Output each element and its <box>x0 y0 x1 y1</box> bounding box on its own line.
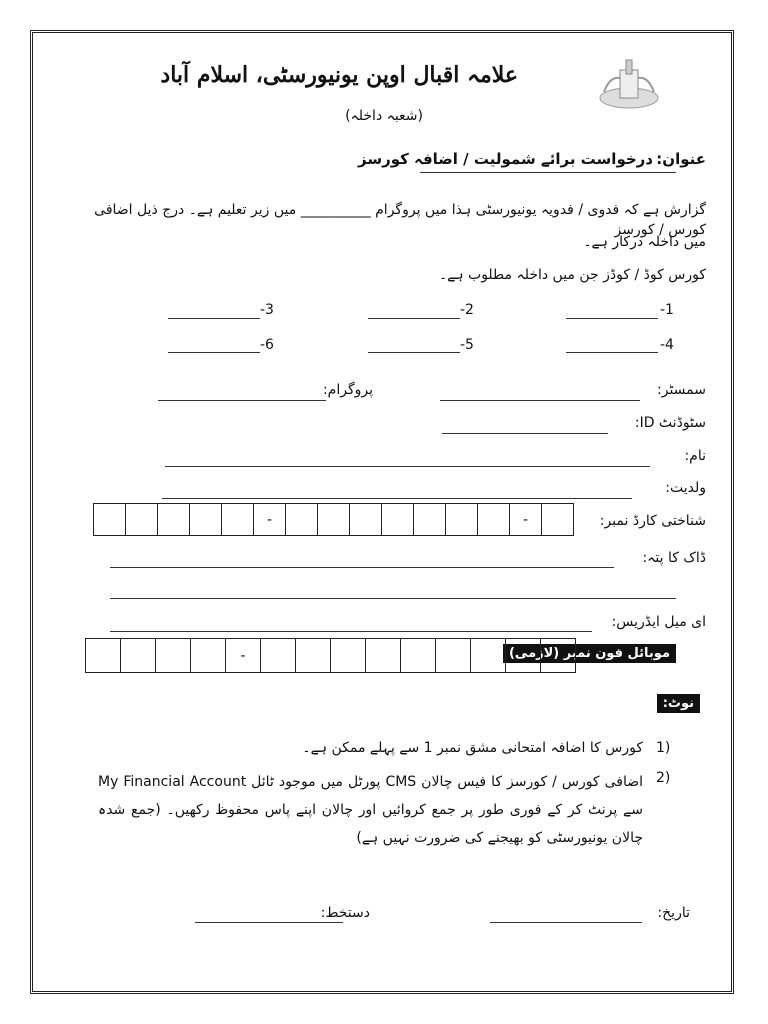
semester-field[interactable] <box>440 400 640 401</box>
mobile-boxes[interactable] <box>86 638 576 673</box>
mobile-digit-box[interactable] <box>260 638 296 673</box>
mobile-label: موبائل فون نمبر (لازمی) <box>503 644 676 663</box>
cnic-separator: - <box>509 503 542 536</box>
student-id-label: سٹوڈنٹ ID: <box>634 415 706 431</box>
program-field[interactable] <box>158 400 326 401</box>
father-name-label: ولدیت: <box>665 480 706 496</box>
mobile-digit-box[interactable] <box>365 638 401 673</box>
course-code-num-4: -4 <box>660 337 674 353</box>
course-code-num-3: -3 <box>260 302 274 318</box>
mobile-digit-box[interactable] <box>120 638 156 673</box>
cnic-digit-box[interactable] <box>93 503 126 536</box>
signature-field[interactable] <box>195 922 343 923</box>
cnic-digit-box[interactable] <box>445 503 478 536</box>
student-id-field[interactable] <box>442 433 608 434</box>
cnic-digit-box[interactable] <box>477 503 510 536</box>
mobile-digit-box[interactable] <box>330 638 366 673</box>
course-code-num-5: -5 <box>460 337 474 353</box>
cnic-digit-box[interactable] <box>285 503 318 536</box>
mobile-digit-box[interactable] <box>400 638 436 673</box>
cnic-boxes[interactable] <box>94 503 574 536</box>
cnic-digit-box[interactable] <box>413 503 446 536</box>
cnic-digit-box[interactable] <box>381 503 414 536</box>
course-code-field-6[interactable] <box>168 352 260 353</box>
name-label: نام: <box>684 448 706 464</box>
subject-underline <box>420 172 676 173</box>
cnic-digit-box[interactable] <box>189 503 222 536</box>
date-label: تاریخ: <box>657 905 690 921</box>
signature-label: دستخط: <box>320 905 370 921</box>
cnic-digit-box[interactable] <box>221 503 254 536</box>
course-code-num-6: -6 <box>260 337 274 353</box>
cnic-digit-box[interactable] <box>349 503 382 536</box>
subject-label: عنوان: <box>656 150 706 168</box>
semester-label: سمسٹر: <box>657 382 706 398</box>
cnic-digit-box[interactable] <box>157 503 190 536</box>
email-field[interactable] <box>110 631 592 632</box>
intro-line-3: کورس کوڈ / کوڈز جن میں داخلہ مطلوب ہے۔ <box>438 267 706 283</box>
mobile-separator: - <box>225 638 261 673</box>
program-label: پروگرام: <box>322 382 373 398</box>
note-2-number: 2) <box>656 770 671 786</box>
note-1-text: کورس کا اضافہ امتحانی مشق نمبر 1 سے پہلے ممکن ہے۔ <box>302 740 643 756</box>
course-code-num-1: -1 <box>660 302 674 318</box>
course-code-field-4[interactable] <box>566 352 658 353</box>
mobile-digit-box[interactable] <box>190 638 226 673</box>
note-2-text: اضافی کورس / کورسز کا فیس چالان CMS پورٹل میں موجود ٹائل My Financial Account سے پرنٹ کر کے فوری طور پر جمع کروائیں اور چالان اپنے پاس محفوظ رکھیں۔ (جمع شدہ چالان یونیورسٹی کو بھیجنے کی ضرورت نہیں ہے) <box>98 774 643 846</box>
mobile-digit-box[interactable] <box>155 638 191 673</box>
cnic-digit-box[interactable] <box>317 503 350 536</box>
course-code-field-3[interactable] <box>168 318 260 319</box>
address-field-line-2[interactable] <box>110 598 676 599</box>
mobile-digit-box[interactable] <box>85 638 121 673</box>
department-label: (شعبہ داخلہ) <box>345 108 423 124</box>
cnic-label: شناختی کارڈ نمبر: <box>599 513 706 529</box>
address-label: ڈاک کا پتہ: <box>642 550 706 566</box>
university-logo-icon <box>598 56 660 112</box>
note-1-number: 1) <box>656 740 671 756</box>
note-label: نوٹ: <box>657 694 700 713</box>
university-title: علامہ اقبال اوپن یونیورسٹی، اسلام آباد <box>160 62 518 88</box>
address-field-line-1[interactable] <box>110 567 614 568</box>
cnic-separator: - <box>253 503 286 536</box>
mobile-digit-box[interactable] <box>435 638 471 673</box>
mobile-digit-box[interactable] <box>295 638 331 673</box>
course-code-num-2: -2 <box>460 302 474 318</box>
father-name-field[interactable] <box>162 498 632 499</box>
name-field[interactable] <box>165 466 650 467</box>
cnic-digit-box[interactable] <box>541 503 574 536</box>
course-code-field-1[interactable] <box>566 318 658 319</box>
intro-line-1: گزارش ہے کہ فدوی / فدویہ یونیورسٹی ہذا میں پروگرام __________ میں زیر تعلیم ہے۔ درج ذیل اضافی کورس / کورسز <box>94 202 706 238</box>
intro-line-2: میں داخلہ درکار ہے۔ <box>583 234 706 250</box>
subject-text: درخواست برائے شمولیت / اضافہ کورسز <box>357 150 653 168</box>
mobile-digit-box[interactable] <box>470 638 506 673</box>
email-label: ای میل ایڈریس: <box>611 614 706 630</box>
course-code-field-5[interactable] <box>368 352 460 353</box>
date-field[interactable] <box>490 922 642 923</box>
course-code-field-2[interactable] <box>368 318 460 319</box>
cnic-digit-box[interactable] <box>125 503 158 536</box>
mobile-digit-box[interactable] <box>505 638 541 673</box>
mobile-digit-box[interactable] <box>540 638 576 673</box>
